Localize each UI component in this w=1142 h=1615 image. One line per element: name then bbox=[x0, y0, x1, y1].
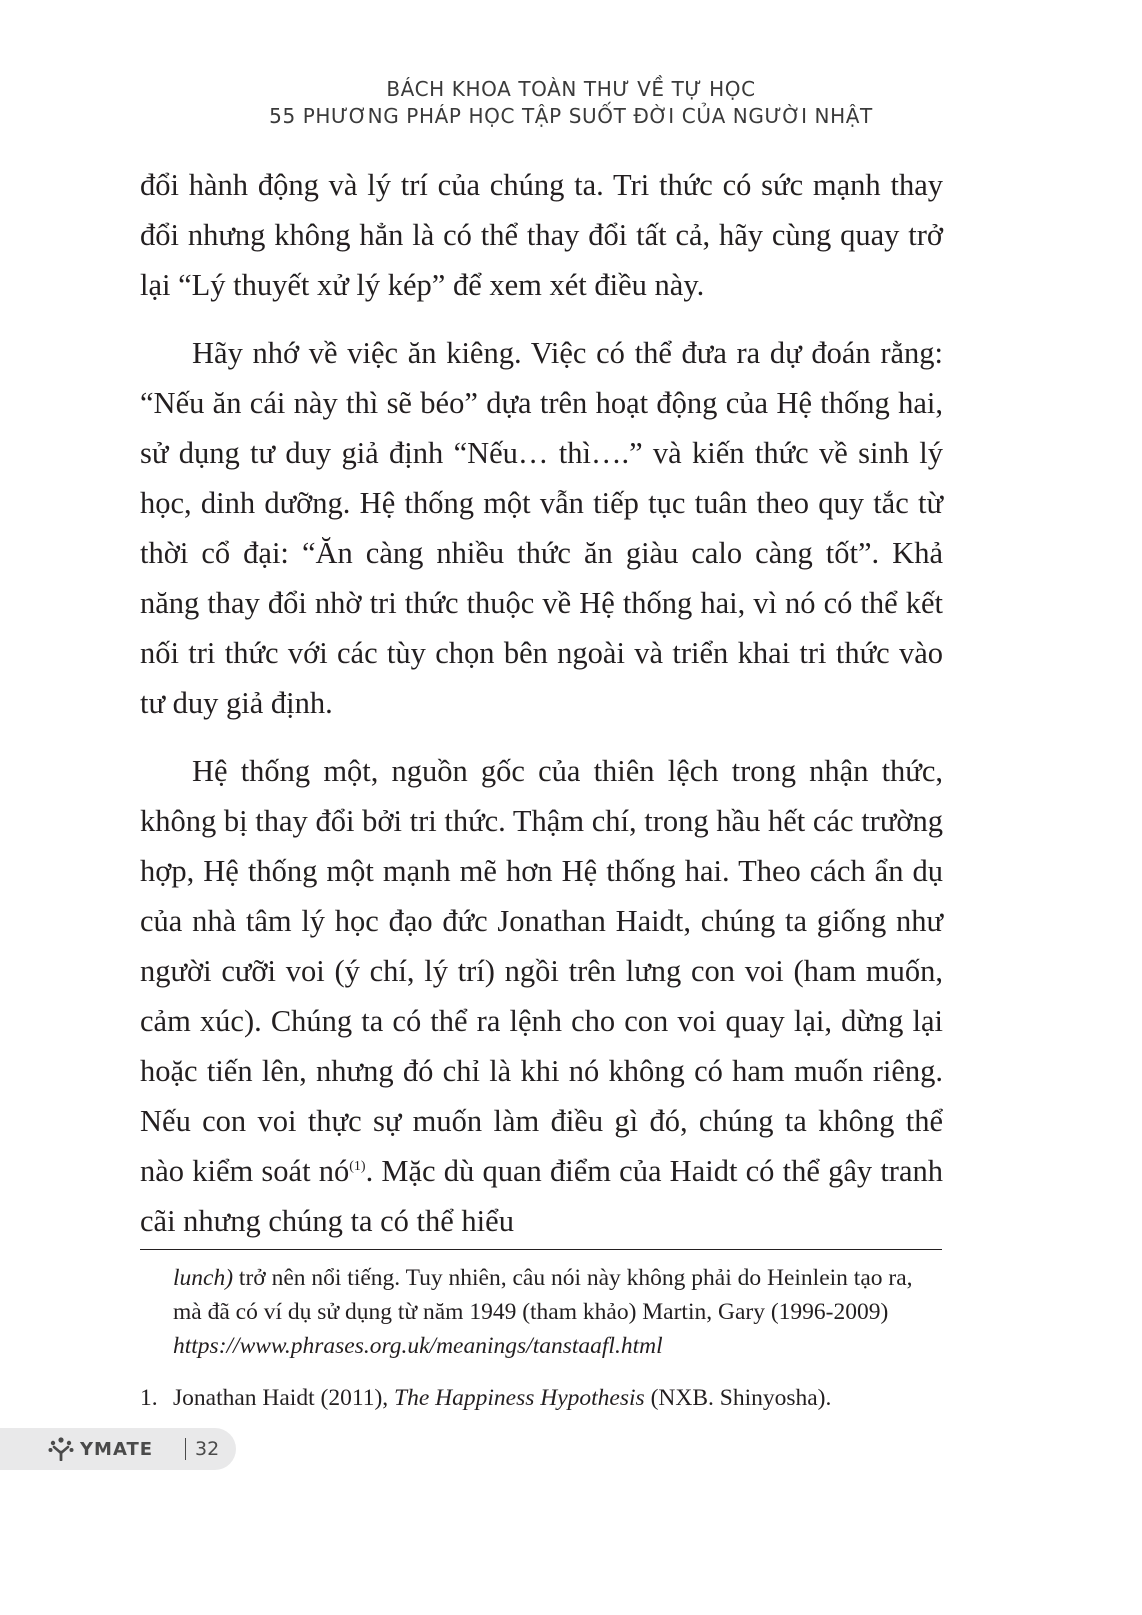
footnote-author: Jonathan Haidt (2011), bbox=[173, 1385, 395, 1411]
header-subtitle: 55 PHƯƠNG PHÁP HỌC TẬP SUỐT ĐỜI CỦA NGƯỜI NHẬT bbox=[269, 104, 873, 128]
footnote-publisher: (NXB. Shinyosha). bbox=[644, 1385, 832, 1411]
footnote-book-title: The Happiness Hypothesis bbox=[394, 1385, 645, 1411]
footnote-continuation bbox=[140, 1261, 943, 1363]
paragraph-2: Hãy nhớ về việc ăn kiêng. Việc có thể đưa ra dự đoán rằng: “Nếu ăn cái này thì sẽ béo” dựa trên hoạt động của Hệ thống hai, sử dụng tư duy giả định “Nếu… thì….” và kiến thức về sinh lý học, dinh dưỡng. Hệ thống một vẫn tiếp tục tuân theo quy tắc từ thời cổ đại: “Ăn càng nhiều thức ăn giàu calo càng tốt”. Khả năng thay đổi nhờ tri thức thuộc về Hệ thống hai, vì nó có thể kết nối tri thức với các tùy chọn bên ngoài và triển khai tri thức vào tư duy giả định. bbox=[140, 336, 943, 720]
brand-name: YMATE bbox=[80, 1439, 154, 1460]
page-number: 32 bbox=[195, 1438, 220, 1460]
footnote-divider bbox=[140, 1249, 942, 1250]
header-title: BÁCH KHOA TOÀN THƯ VỀ TỰ HỌC bbox=[386, 77, 756, 101]
footnotes bbox=[140, 1261, 943, 1415]
ymate-logo-icon bbox=[48, 1437, 74, 1461]
footnote-text: trở nên nổi tiếng. Tuy nhiên, câu nói này không phải do Heinlein tạo ra, mà đã có ví dụ sử dụng từ năm 1949 (tham khảo) Martin, Gary (1996-2009) bbox=[173, 1265, 913, 1325]
footnote-reference[interactable]: (1) bbox=[349, 1158, 366, 1174]
main-text bbox=[140, 160, 943, 1264]
running-header bbox=[0, 76, 1142, 130]
footer-separator bbox=[185, 1438, 186, 1460]
footnote-italic: lunch) bbox=[173, 1265, 234, 1291]
footnote-1 bbox=[140, 1381, 943, 1415]
paragraph-3-text: Hệ thống một, nguồn gốc của thiên lệch trong nhận thức, không bị thay đổi bởi tri thức. Thậm chí, trong hầu hết các trường hợp, Hệ thống một mạnh mẽ hơn Hệ thống hai. Theo cách ẩn dụ của nhà tâm lý học đạo đức Jonathan Haidt, chúng ta giống như người cưỡi voi (ý chí, lý trí) ngồi trên lưng con voi (ham muốn, cảm xúc). Chúng ta có thể ra lệnh cho con voi quay lại, dừng lại hoặc tiến lên, nhưng đó chỉ là khi nó không có ham muốn riêng. Nếu con voi thực sự muốn làm điều gì đó, chúng ta không thể nào kiểm soát nó bbox=[140, 754, 943, 1188]
paragraph-1: đổi hành động và lý trí của chúng ta. Tri thức có sức mạnh thay đổi nhưng không hẳn là có thể thay đổi tất cả, hãy cùng quay trở lại “Lý thuyết xử lý kép” để xem xét điều này. bbox=[140, 168, 943, 302]
footnote-number: 1. bbox=[140, 1385, 158, 1411]
paragraph-3-text-end: . Mặc dù quan điểm của Haidt có thể gây tranh cãi nhưng chúng ta có thể hiểu bbox=[140, 1154, 943, 1238]
page-footer bbox=[0, 1428, 236, 1470]
footnote-url[interactable]: https://www.phrases.org.uk/meanings/tanstaafl.html bbox=[173, 1333, 663, 1359]
paragraph-3 bbox=[140, 746, 943, 1246]
